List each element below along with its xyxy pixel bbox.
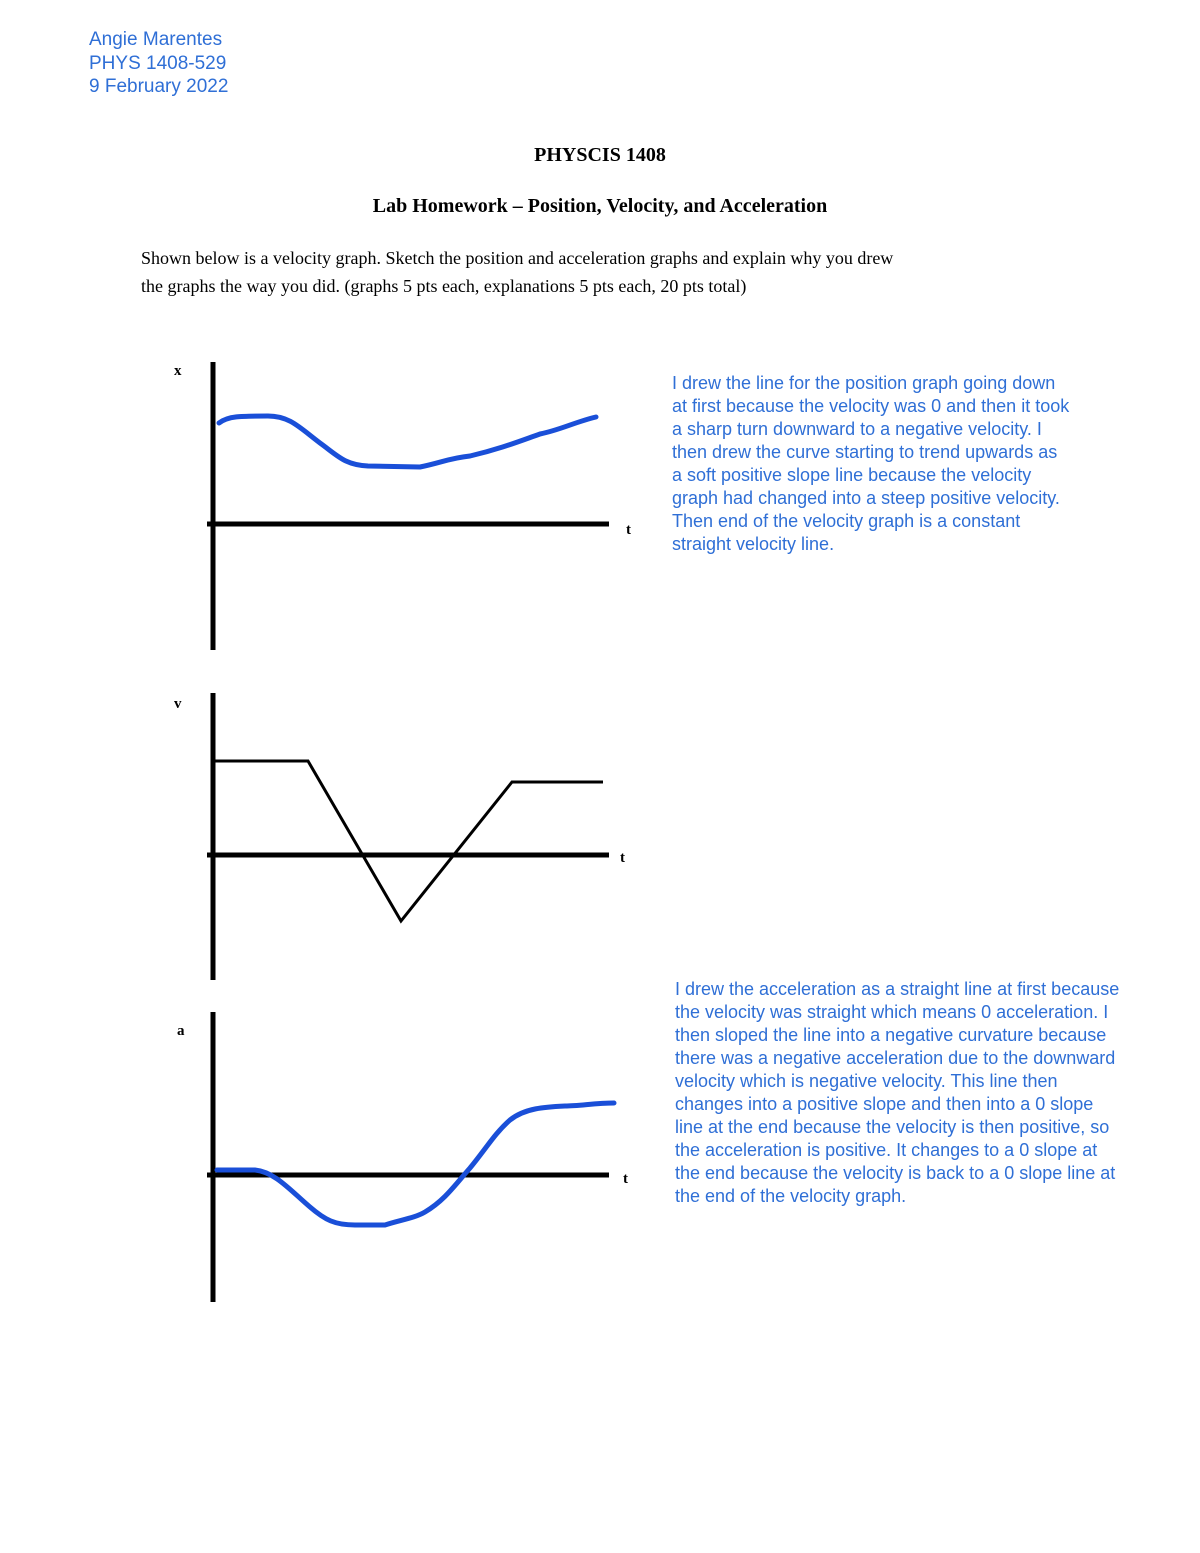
acceleration-curve bbox=[217, 1103, 614, 1225]
position-t-label: t bbox=[626, 522, 631, 538]
explanation-line: the end of the velocity graph. bbox=[675, 1186, 907, 1206]
velocity-line bbox=[213, 761, 603, 921]
explanation-line: a soft positive slope line because the velocity bbox=[672, 465, 1032, 485]
document-subtitle: Lab Homework – Position, Velocity, and Acceleration bbox=[372, 195, 828, 217]
explanation-line: line at the end because the velocity is then positive, so bbox=[675, 1117, 1110, 1137]
submission-date: 9 February 2022 bbox=[89, 76, 229, 97]
document-title: PHYSCIS 1408 bbox=[534, 144, 666, 166]
position-explanation bbox=[672, 372, 1069, 556]
explanation-line: Then end of the velocity graph is a constant bbox=[672, 511, 1021, 531]
velocity-graph bbox=[174, 693, 625, 980]
acceleration-graph bbox=[177, 1012, 628, 1302]
instructions-line: the graphs the way you did. (graphs 5 pts each, explanations 5 pts each, 20 pts total) bbox=[141, 276, 747, 296]
explanation-line: straight velocity line. bbox=[672, 534, 835, 554]
explanation-line: then sloped the line into a negative curvature because bbox=[675, 1025, 1107, 1045]
position-graph bbox=[174, 362, 631, 650]
explanation-line: graph had changed into a steep positive velocity. bbox=[672, 488, 1060, 508]
explanation-line: I drew the line for the position graph going down bbox=[672, 373, 1056, 393]
instructions-line: Shown below is a velocity graph. Sketch the position and acceleration graphs and explain why you drew bbox=[141, 248, 894, 268]
explanation-line: changes into a positive slope and then into a 0 slope bbox=[675, 1094, 1094, 1114]
student-name: Angie Marentes bbox=[89, 29, 223, 50]
acceleration-t-label: t bbox=[623, 1171, 628, 1187]
position-curve bbox=[219, 416, 596, 467]
explanation-line: at first because the velocity was 0 and then it took bbox=[672, 396, 1070, 416]
explanation-line: I drew the acceleration as a straight line at first because bbox=[675, 979, 1120, 999]
explanation-line: a sharp turn downward to a negative velocity. I bbox=[672, 419, 1042, 439]
acceleration-explanation bbox=[675, 978, 1119, 1208]
explanation-line: the velocity was straight which means 0 acceleration. I bbox=[675, 1002, 1109, 1022]
velocity-y-label: v bbox=[174, 696, 182, 712]
explanation-line: velocity which is negative velocity. This line then bbox=[675, 1071, 1058, 1091]
position-y-label: x bbox=[174, 363, 182, 379]
explanation-line: then drew the curve starting to trend upwards as bbox=[672, 442, 1058, 462]
velocity-t-label: t bbox=[620, 850, 625, 866]
explanation-line: the end because the velocity is back to a 0 slope line at bbox=[675, 1163, 1116, 1183]
explanation-line: there was a negative acceleration due to the downward bbox=[675, 1048, 1116, 1068]
explanation-line: the acceleration is positive. It changes to a 0 slope at bbox=[675, 1140, 1098, 1160]
acceleration-y-label: a bbox=[177, 1023, 185, 1039]
course-code: PHYS 1408-529 bbox=[89, 52, 227, 74]
